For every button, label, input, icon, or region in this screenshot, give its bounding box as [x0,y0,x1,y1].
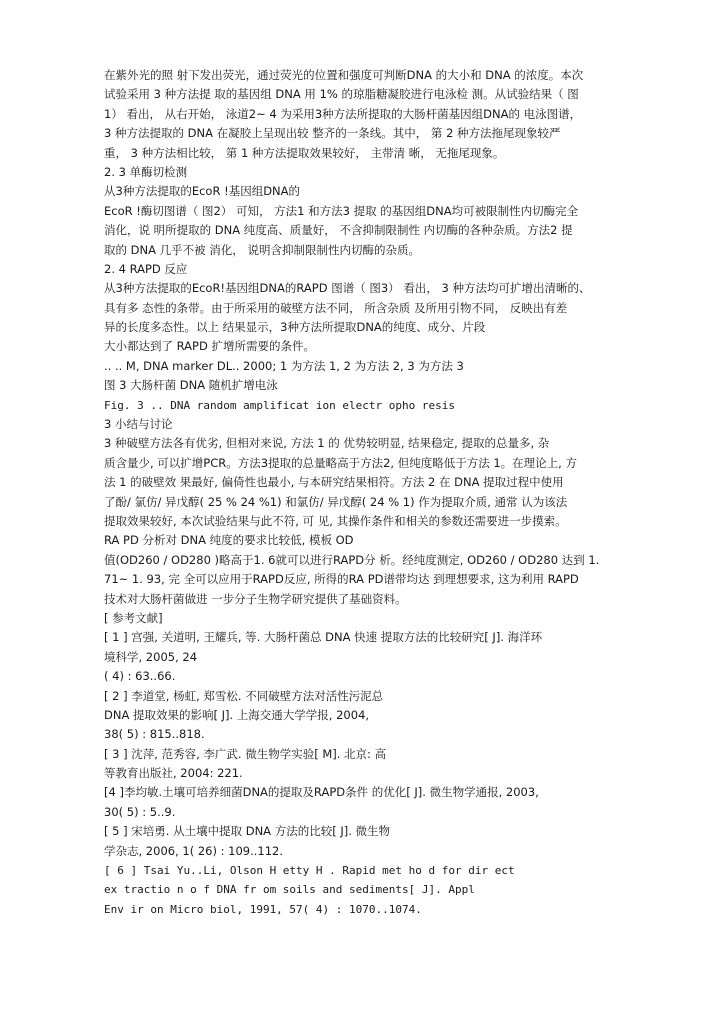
text-line: 技术对大肠杆菌做进 一步分子生物学研究提供了基础资料。 [104,591,407,606]
reference-line: DNA 提取效果的影响[ J]. 上海交通大学学报, 2004, [104,707,370,722]
reference-line: Env ir on Micro biol, 1991, 57( 4) : 1070..1074. [104,902,422,916]
text-line: EcoR !酶切图谱（ 图2） 可知， 方法1 和方法3 提取 的基因组DNA均可被限制性内切酶完全 [104,203,579,218]
section-heading: 2. 4 RAPD 反应 [104,261,188,276]
reference-line: [ 6 ] Tsai Yu..Li, Olson H etty H . Rapid met ho d for dir ect [104,864,515,878]
reference-line: 38( 5) : 815..818. [104,727,205,742]
reference-line: 境科学, 2005, 24 [104,649,198,664]
text-line: 法 1 的破壁效 果最好, 偏倚性也最小, 与本研究结果相符。方法 2 在 DNA 提取过程中使用 [104,475,564,490]
text-line: 值(OD260 / OD280 )略高于1. 6就可以进行RAPD分 析。经纯度测定, OD260 / OD280 达到 1. [104,552,600,567]
text-line: RA PD 分析对 DNA 纯度的要求比较低, 模板 OD [104,533,354,548]
reference-line: [ 3 ] 沈萍, 范秀容, 李广武. 微生物学实验[ M]. 北京: 高 [104,746,387,761]
text-line: 异的长度多态性。以上 结果显示，3种方法所提取DNA的纯度、成分、片段 [104,320,486,335]
text-line: 1） 看出， 从右开始， 泳道2~ 4 为采用3种方法所提取的大肠杆菌基因组DNA的 电泳图谱， [104,106,582,121]
text-line: 从3种方法提取的EcoR!基因组DNA的RAPD 图谱（ 图3） 看出， 3 种方法均可扩增出清晰的、 [104,281,591,296]
reference-line: ( 4) : 63..66. [104,669,176,684]
reference-line: 学杂志, 2006, 1( 26) : 109..112. [104,843,284,858]
text-line: 71~ 1. 93, 完 全可以应用于RAPD反应, 所得的RA PD谱带均达 到理想要求, 这为利用 RAPD [104,572,579,587]
reference-line: [ 5 ] 宋培勇. 从土壤中提取 DNA 方法的比较[ J]. 微生物 [104,824,391,839]
text-line: 了酚/ 氯仿/ 异戊醇( 25 % 24 %1) 和氯仿/ 异戊醇( 24 % 1) 作为提取介质, 通常 认为该法 [104,494,568,509]
reference-line: 30( 5) : 5..9. [104,804,176,819]
figure-legend: .. .. M, DNA marker DL.. 2000; 1 为方法 1, 2 为方法 2, 3 为方法 3 [104,358,464,373]
text-line: 3 种方法提取的 DNA 在凝胶上呈现出较 整齐的一条线。其中， 第 2 种方法拖尾现象较严 [104,126,561,141]
text-line: 从3种方法提取的EcoR !基因组DNA的 [104,184,301,199]
document-page [104,66,644,919]
section-heading: 2. 3 单酶切检测 [104,164,188,179]
figure-caption: 图 3 大肠杆菌 DNA 随机扩增电泳 [104,378,278,393]
reference-line: 等教育出版社, 2004: 221. [104,766,243,781]
text-line: 取的 DNA 几乎不被 消化， 说明含抑制限制性内切酶的杂质。 [104,242,420,257]
text-line: 质含量少, 可以扩增PCR。方法3提取的总量略高于方法2, 但纯度略低于方法 1。在理论上, 方 [104,455,577,470]
reference-line: [ 2 ] 李道堂, 杨虹, 郑雪松. 不同破壁方法对活性污泥总 [104,688,384,703]
text-line: 提取效果较好, 本次试验结果与此不符, 可 见, 其操作条件和相关的参数还需要进一步摸索。 [104,513,567,528]
text-line: 消化，说 明所提取的 DNA 纯度高、质量好， 不含抑制限制性 内切酶的各种杂质。方法2 提 [104,223,573,238]
reference-line: [4 ]李均敏.土壤可培养细菌DNA的提取及RAPD条件 的优化[ J]. 微生物学通报, 2003, [104,785,539,800]
references-heading: [ 参考文献] [104,610,163,625]
figure-caption-english: Fig. 3 .. DNA random amplificat ion electr opho resis [104,398,455,412]
text-line: 具有多 态性的条带。由于所采用的破壁方法不同， 所含杂质 及所用引物不同， 反映出有差 [104,300,568,315]
text-line: 重， 3 种方法相比较， 第 1 种方法提取效果较好， 主带清 晰， 无拖尾现象。 [104,145,505,160]
text-line: 3 种破壁方法各有优劣, 但相对来说, 方法 1 的 优势较明显, 结果稳定, 提取的总量多, 杂 [104,436,550,451]
text-line: 在紫外光的照 射下发出荧光，通过荧光的位置和强度可判断DNA 的大小和 DNA 的浓度。本次 [104,68,584,82]
reference-line: [ 1 ] 宫强, 关道明, 王耀兵, 等. 大肠杆菌总 DNA 快速 提取方法的比较研究[ J]. 海洋环 [104,630,543,645]
section-heading: 3 小结与讨论 [104,417,173,432]
reference-line: ex tractio n o f DNA fr om soils and sediments[ J]. Appl [104,883,475,897]
text-line: 大小都达到了 RAPD 扩增所需要的条件。 [104,339,315,354]
text-line: 试验采用 3 种方法提 取的基因组 DNA 用 1% 的琼脂糖凝胶进行电泳检 测。从试验结果（ 图 [104,87,579,102]
